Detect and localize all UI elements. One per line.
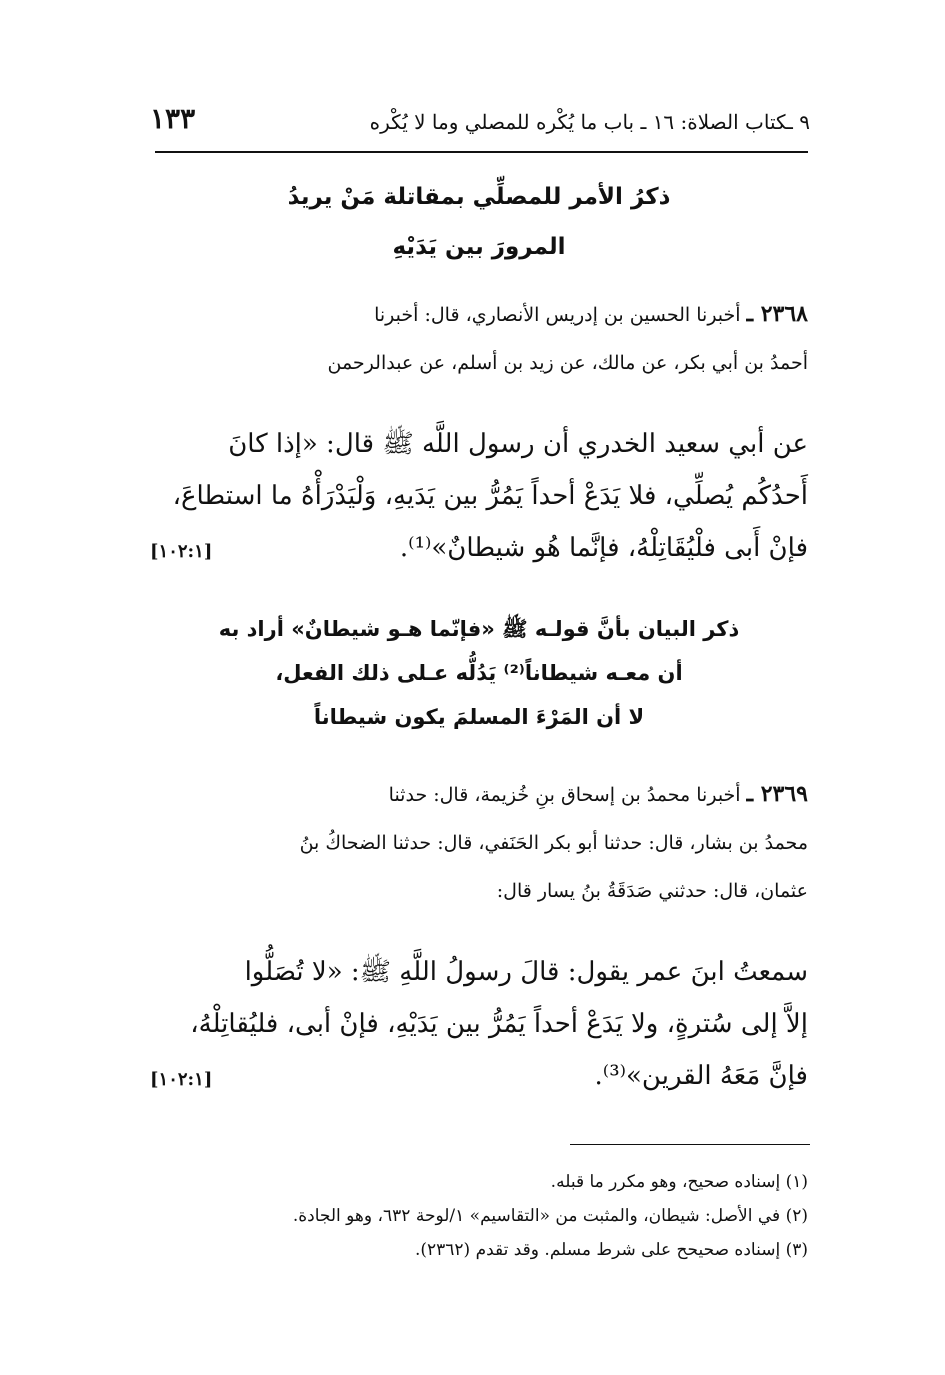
isnad-line: ٢٣٦٩ ـ أخبرنا محمدُ بن إسحاق بنِ خُزيمة، قال: حدثنا — [388, 781, 808, 807]
heading-line: المرورَ بين يَدَيْهِ — [392, 234, 566, 260]
isnad-line: ٢٣٦٨ ـ أخبرنا الحسين بن إدريس الأنصاري، قال: أخبرنا — [374, 301, 808, 327]
hadith-line: أَحدُكُم يُصلِّي، فلا يَدَعْ أحداً يَمُرُّ بين يَدَيهِ، وَلْيَدْرَأْهُ ما استطاعَ، — [172, 481, 808, 511]
section-heading — [150, 172, 808, 272]
isnad-line: عثمان، قال: حدثني صَدَقَةُ بنُ يسار قال: — [496, 880, 808, 902]
hadith-text — [150, 946, 808, 1102]
footnote: (١) إسناده صحيح، وهو مكرر ما قبله. — [550, 1172, 808, 1192]
hadith-reference: [١٠٢:١] — [150, 541, 213, 562]
heading-line: ذكر البيان بأنَّ قولـه ﷺ «فإنّما هـو شيطانٌ» أراد به — [218, 617, 740, 641]
footnote: (٣) إسناده صحيحح على شرط مسلم. وقد تقدم (٢٣٦٢). — [414, 1240, 808, 1260]
hadith-isnad — [150, 290, 808, 387]
chapter-title: ٩ ـكتاب الصلاة: ١٦ ـ باب ما يُكْره للمصلي وما لا يُكْره — [369, 110, 810, 134]
hadith-line: سمعتُ ابنَ عمر يقول: قالَ رسولُ اللَّهِ ﷺ: «لا تُصَلُّوا — [244, 957, 808, 987]
footnote-divider — [570, 1144, 810, 1145]
heading-line: لا أن المَرْءَ المسلمَ يكون شيطاناً — [313, 705, 645, 729]
header-divider — [155, 151, 808, 153]
hadith-line: عن أبي سعيد الخدري أن رسول اللَّه ﷺ قال: «إذا كانَ — [228, 429, 808, 459]
hadith-number: ٢٣٦٩ ـ — [746, 781, 808, 807]
footnotes — [150, 1165, 808, 1267]
heading-line: ذكرُ الأمر للمصلِّي بمقاتلة مَنْ يريدُ — [287, 184, 671, 210]
hadith-line: إلاَّ إلى سُترةٍ، ولا يَدَعْ أحداً يَمُرُّ بين يَدَيْهِ، فإنْ أبى، فليُقاتِلْهُ، — [190, 1009, 808, 1039]
isnad-line: محمدُ بن بشار، قال: حدثنا أبو بكر الحَنَفي، قال: حدثنا الضحاكُ بنُ — [299, 832, 808, 854]
isnad-line: أحمدُ بن أبي بكر، عن مالك، عن زيد بن أسلم، عن عبدالرحمن — [327, 352, 808, 374]
hadith-text — [150, 418, 808, 574]
page-number: ١٣٣ — [150, 102, 196, 135]
hadith-isnad — [150, 770, 808, 915]
section-heading — [150, 607, 808, 739]
footnote: (٢) في الأصل: شيطان، والمثبت من «التقاسيم» ١/لوحة ٦٣٢، وهو الجادة. — [292, 1206, 808, 1226]
hadith-reference: [١٠٢:١] — [150, 1069, 213, 1090]
running-header — [150, 102, 810, 142]
heading-line: أن معـه شيطاناً⁽²⁾ يَدُلُّه عـلى ذلك الفعل، — [275, 661, 683, 685]
hadith-line: فإنَّ مَعَهُ القرين»⁽³⁾. [١٠٢:١] — [150, 1050, 808, 1102]
hadith-line: فإنْ أَبى فلْيُقَاتِلْهُ، فإنَّما هُو شيطانٌ»⁽¹⁾. [١٠٢:١] — [150, 522, 808, 574]
hadith-number: ٢٣٦٨ ـ — [746, 301, 808, 327]
